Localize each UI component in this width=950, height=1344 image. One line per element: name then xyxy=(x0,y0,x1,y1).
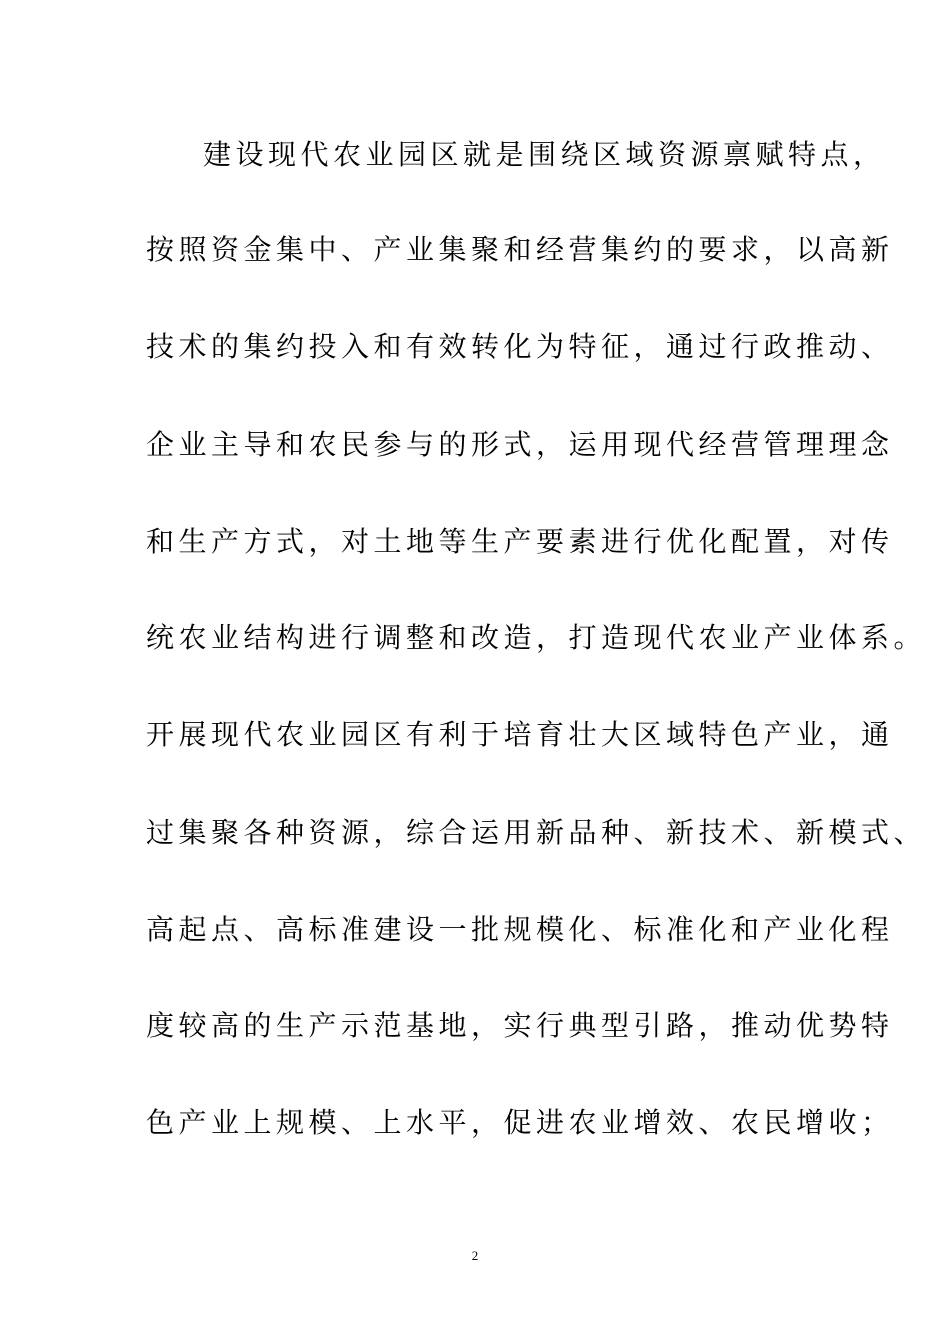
paragraph-line: 技术的集约投入和有效转化为特征，通过行政推动、 xyxy=(146,330,894,363)
paragraph-line: 过集聚各种资源，综合运用新品种、新技术、新模式、 xyxy=(146,816,927,849)
paragraph-line: 高起点、高标准建设一批规模化、标准化和产业化程 xyxy=(146,913,894,946)
page-number: 2 xyxy=(471,1248,479,1263)
paragraph-line: 度较高的生产示范基地，实行典型引路，推动优势特 xyxy=(146,1009,894,1042)
paragraph-line: 开展现代农业园区有利于培育壮大区域特色产业，通 xyxy=(146,718,894,751)
paragraph-line: 色产业上规模、上水平，促进农业增效、农民增收； xyxy=(146,1106,894,1139)
paragraph-line: 建设现代农业园区就是围绕区域资源禀赋特点， xyxy=(203,138,886,171)
paragraph-line: 统农业结构进行调整和改造，打造现代农业产业体系。 xyxy=(146,621,927,654)
paragraph-line: 和生产方式，对土地等生产要素进行优化配置，对传 xyxy=(146,525,894,558)
paragraph-line: 按照资金集中、产业集聚和经营集约的要求，以高新 xyxy=(146,233,894,266)
paragraph-line: 企业主导和农民参与的形式，运用现代经营管理理念 xyxy=(146,428,894,461)
